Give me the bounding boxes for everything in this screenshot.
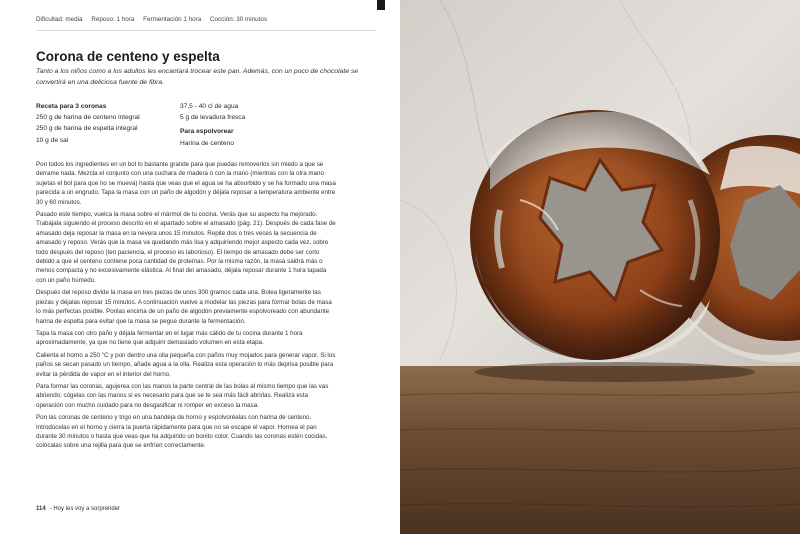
meta-cooking: Cocción: 30 minutos [209,16,268,23]
ingredient-item: 10 g de sal [36,136,69,144]
ingredients-column-right [180,101,320,149]
ingredient-item: 250 g de harina de centeno integral [36,114,140,122]
meta-fermentation: Fermentación 1 hora [143,16,202,23]
page-number: 114 [36,506,46,512]
ingredients-column-left [36,101,176,146]
method-paragraph: Después del reposo divide la masa en tres piezas de unos 300 gramos cada una. Bolea ligeramente las piezas y déjalas reposar 15 minutos. A continuación vuelve a modelar las piezas para formar bolas de masa lo más perfectas posible. Ponlas encima de un paño de algodón previamente espolvoreado con abundante harina de espelta para evitar que la masa se pegue durante la fermentación. [36,289,332,325]
page-corner-tab [377,0,385,10]
method-paragraph: Pon todos los ingredientes en un bol lo bastante grande para que puedas removerlos sin miedo a que se derrame nada. Mezcla el conjunto con una cuchara de madera o con la mano (mientras con la otra mano sujetas el bol para que no se mueva) hasta que veas que el agua se ha absorbido y se ha formado una masa parecida a un engrudo. Tapa la masa con un paño de algodón y déjala reposar a temperatura ambiente entre 30 y 60 minutos. [36,161,336,206]
method-paragraph: Pasado este tiempo, vuelca la masa sobre el mármol de tu cocina. Verás que su aspecto ha mejorado. Trabájala siguiendo el proceso descrito en el apartado sobre el amasado (pág. 21). Después de cada fase de amasado deja reposar la masa en la nevera unos 15 minutos. Repite dos o tres veces la secuencia de amasado y reposo. Verás que la masa va quedando más lisa y adquiriendo mejor aspecto cada vez, sobre todo después del reposo (ten paciencia, el proceso es laborioso). El tiempo de amasado debe ser corto debido a que el centeno contiene poca cantidad de proteínas. Por la misma razón, la masa saldrá más o menos compacta y no excesivamente elástica. Al final del amasado, déjala reposar durante 1 hora tapada con un paño húmedo. [36,211,336,284]
page-footer [36,506,120,512]
method-paragraph: Pon las coronas de centeno y trigo en una bandeja de horno y espolvoréalas con harina de centeno. Introdúcelas en el horno y cierra la puerta rápidamente para que no se escape el vapor. Hornea el pan durante 30 minutos o hasta que veas que ha adquirido un bonito color. Cuando las coronas estén cocidas, colócalas sobre una rejilla para que se enfríen correctamente. [36,414,328,450]
meta-divider [36,30,376,31]
method-paragraph: Calienta el horno a 250 °C y pon dentro una olla pequeña con paños muy mojados para generar vapor. Si los paños se secan pasado un tiempo, añade agua a la olla. Realiza esta operación lo más deprisa posible para evitar la pérdida de vapor en el interior del horno. [36,351,336,378]
wooden-board [400,366,800,534]
bread-shadow [475,362,755,382]
recipe-intro: Tanto a los niños como a los adultos les encantará trocear este pan. Además, con un poco de chocolate se convertirá en una deliciosa fuente de fibra. [36,68,359,86]
bread-crown-photo [400,0,800,534]
dusting-heading: Para espolvorear [180,128,234,136]
ingredient-item: 5 g de levadura fresca [180,114,246,122]
recipe-title: Corona de centeno y espelta [36,49,220,64]
ingredient-item: 250 g de harina de espelta integral [36,125,138,133]
method-paragraph: Tapa la masa con otro paño y déjala fermentar en el lugar más cálido de tu cocina durante 1 hora aproximadamente, ya que no tiene que adquirir demasiado volumen en esta etapa. [36,329,303,347]
ingredient-item: 37,5 - 40 cl de agua [180,103,239,110]
recipe-meta [36,16,274,23]
book-title: - Hoy les voy a sorprender [49,506,121,512]
recipe-method [36,160,336,454]
ingredients-heading: Receta para 3 coronas [36,103,107,110]
meta-rest: Reposo: 1 hora [91,16,135,23]
dusting-item: Harina de centeno [180,139,234,147]
meta-difficulty: Dificultad: media [36,16,83,23]
photo-page [400,0,800,534]
method-paragraph: Para formar las coronas, agujerea con las manos la parte central de las bolas al mismo tiempo que las vas abriendo; cógelas con las manos si es necesario para que se te sea más fácil abrirlas. Realiza esta operación con mucho cuidado para no desgasificar ni romper en exceso la masa. [36,382,329,409]
